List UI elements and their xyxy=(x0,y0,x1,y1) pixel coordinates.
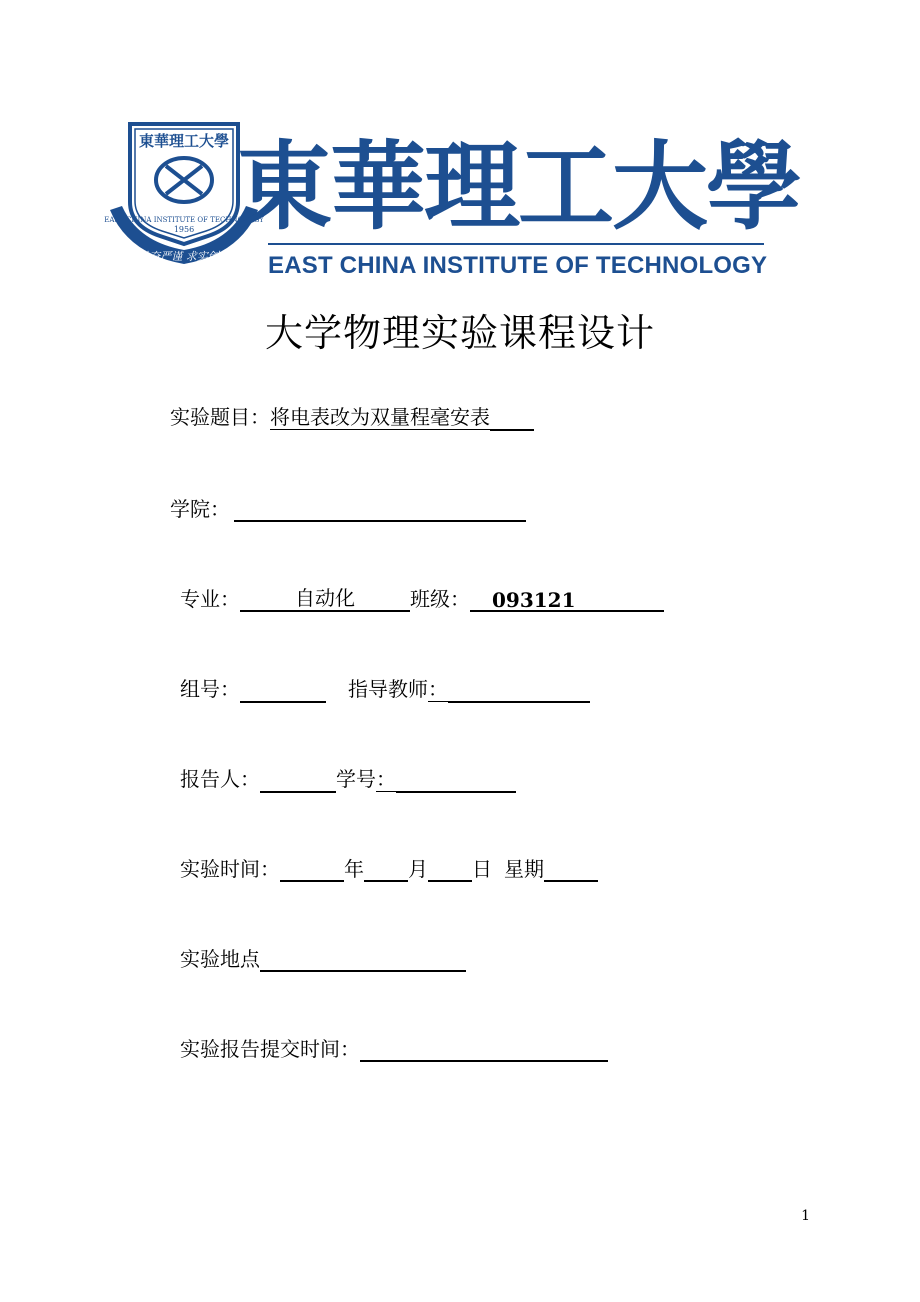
teacher-blank[interactable] xyxy=(448,679,590,703)
location-row xyxy=(180,946,466,972)
year-blank[interactable] xyxy=(280,858,344,882)
student-id-label: 学号 xyxy=(336,767,376,791)
weekday-label: 星期 xyxy=(504,857,544,881)
class-value[interactable]: 093121 xyxy=(470,588,664,612)
student-id-blank[interactable] xyxy=(396,769,516,793)
month-label: 月 xyxy=(408,857,428,881)
submit-label: 实验报告提交时间： xyxy=(180,1037,360,1061)
svg-text:EAST CHINA INSTITUTE OF TECHNO: EAST CHINA INSTITUTE OF TECHNOLOGY xyxy=(104,216,264,224)
svg-text:1956: 1956 xyxy=(173,225,195,234)
group-teacher-row xyxy=(180,676,590,703)
location-blank[interactable] xyxy=(260,948,466,972)
student-id-colon: ： xyxy=(376,767,396,791)
major-label: 专业： xyxy=(180,587,240,611)
logo-divider xyxy=(268,243,764,245)
class-label: 班级： xyxy=(410,587,470,611)
topic-label: 实验题目： xyxy=(170,405,270,429)
day-blank[interactable] xyxy=(428,858,472,882)
page-title: 大学物理实验课程设计 xyxy=(264,311,655,355)
group-label: 组号： xyxy=(180,677,240,701)
year-label: 年 xyxy=(344,857,364,881)
teacher-label: 指导教师 xyxy=(348,677,428,701)
time-label: 实验时间： xyxy=(180,857,280,881)
university-calligraphy-name xyxy=(236,112,800,244)
major-value[interactable]: 自动化 xyxy=(240,586,410,612)
page-number: 1 xyxy=(801,1208,810,1224)
reporter-label: 报告人： xyxy=(180,767,260,791)
submit-row xyxy=(180,1036,608,1062)
group-blank[interactable] xyxy=(240,679,326,703)
reporter-id-row xyxy=(180,766,516,793)
time-row xyxy=(180,856,598,882)
major-class-row xyxy=(180,586,664,612)
day-label: 日 xyxy=(472,857,492,881)
submit-blank[interactable] xyxy=(360,1038,608,1062)
university-english-name: EAST CHINA INSTITUTE OF TECHNOLOGY xyxy=(268,252,768,279)
topic-row xyxy=(170,404,534,431)
topic-blank[interactable] xyxy=(490,407,534,431)
teacher-colon: ： xyxy=(428,677,448,701)
topic-value[interactable]: 将电表改为双量程毫安表 xyxy=(270,405,490,429)
svg-text:勤奋严谨 求实创新: 勤奋严谨 求实创新 xyxy=(138,250,230,263)
svg-text:東華理工大學: 東華理工大學 xyxy=(138,132,230,150)
reporter-blank[interactable] xyxy=(260,769,336,793)
college-blank[interactable] xyxy=(234,498,526,522)
weekday-blank[interactable] xyxy=(544,858,598,882)
college-label: 学院： xyxy=(170,497,230,521)
month-blank[interactable] xyxy=(364,858,408,882)
location-label: 实验地点 xyxy=(180,947,260,971)
college-row xyxy=(170,496,526,522)
calligraphy-text: 東華理工大學 xyxy=(236,130,800,243)
